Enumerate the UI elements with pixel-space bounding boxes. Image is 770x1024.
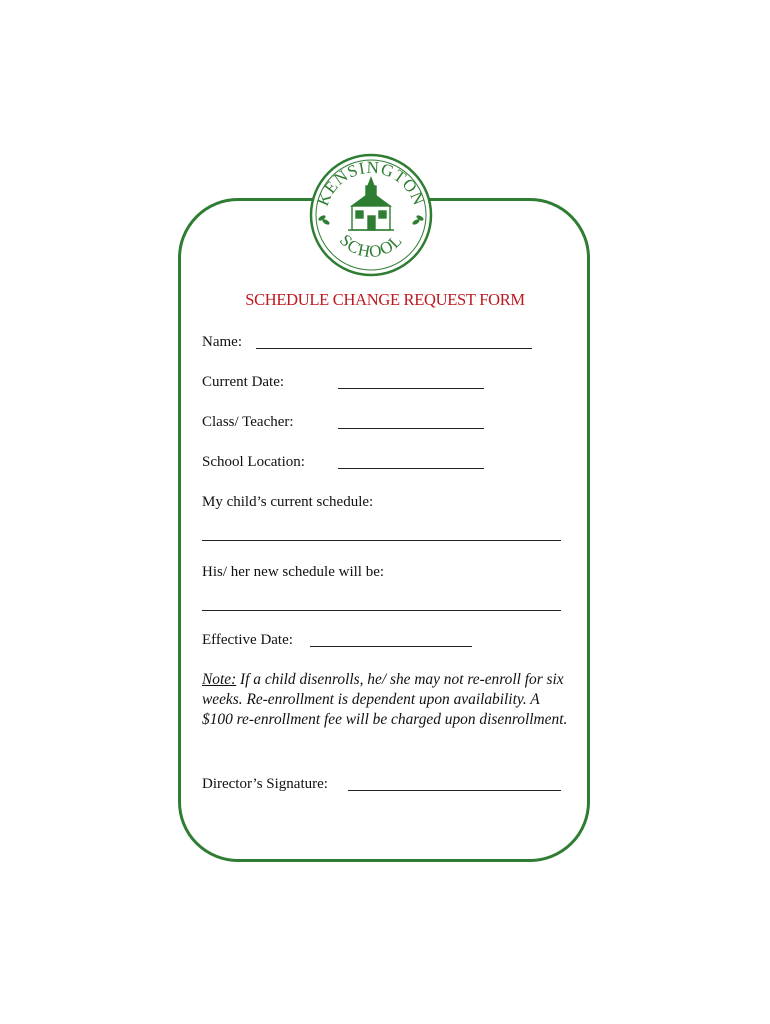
current-date-field[interactable] — [338, 388, 484, 389]
class-teacher-field[interactable] — [338, 428, 484, 429]
note-paragraph — [202, 670, 570, 730]
class-teacher-label: Class/ Teacher: — [202, 414, 294, 430]
effective-date-field[interactable] — [310, 646, 472, 647]
signature-label: Director’s Signature: — [202, 776, 328, 792]
new-schedule-label: His/ her new schedule will be: — [202, 564, 385, 580]
name-label: Name: — [202, 334, 242, 350]
current-schedule-label: My child’s current schedule: — [202, 494, 374, 510]
note-label: Note: — [202, 671, 237, 688]
current-schedule-field[interactable] — [202, 540, 561, 541]
current-date-label: Current Date: — [202, 374, 285, 390]
school-location-label: School Location: — [202, 454, 305, 470]
signature-field[interactable] — [348, 790, 561, 791]
logo-bottom-text: SCHOOL — [335, 230, 407, 262]
note-text: If a child disenrolls, he/ she may not re-enroll for six weeks. Re-enrollment is dependent upon availability. A $100 re-enrollment fee will be charged upon disenrollment. — [202, 671, 568, 728]
kensington-school-logo — [308, 152, 434, 278]
effective-date-label: Effective Date: — [202, 632, 293, 648]
name-field[interactable] — [256, 348, 532, 349]
school-location-field[interactable] — [338, 468, 484, 469]
logo-top-text: KENSINGTON — [312, 157, 430, 209]
new-schedule-field[interactable] — [202, 610, 561, 611]
form-title: SCHEDULE CHANGE REQUEST FORM — [245, 290, 525, 309]
